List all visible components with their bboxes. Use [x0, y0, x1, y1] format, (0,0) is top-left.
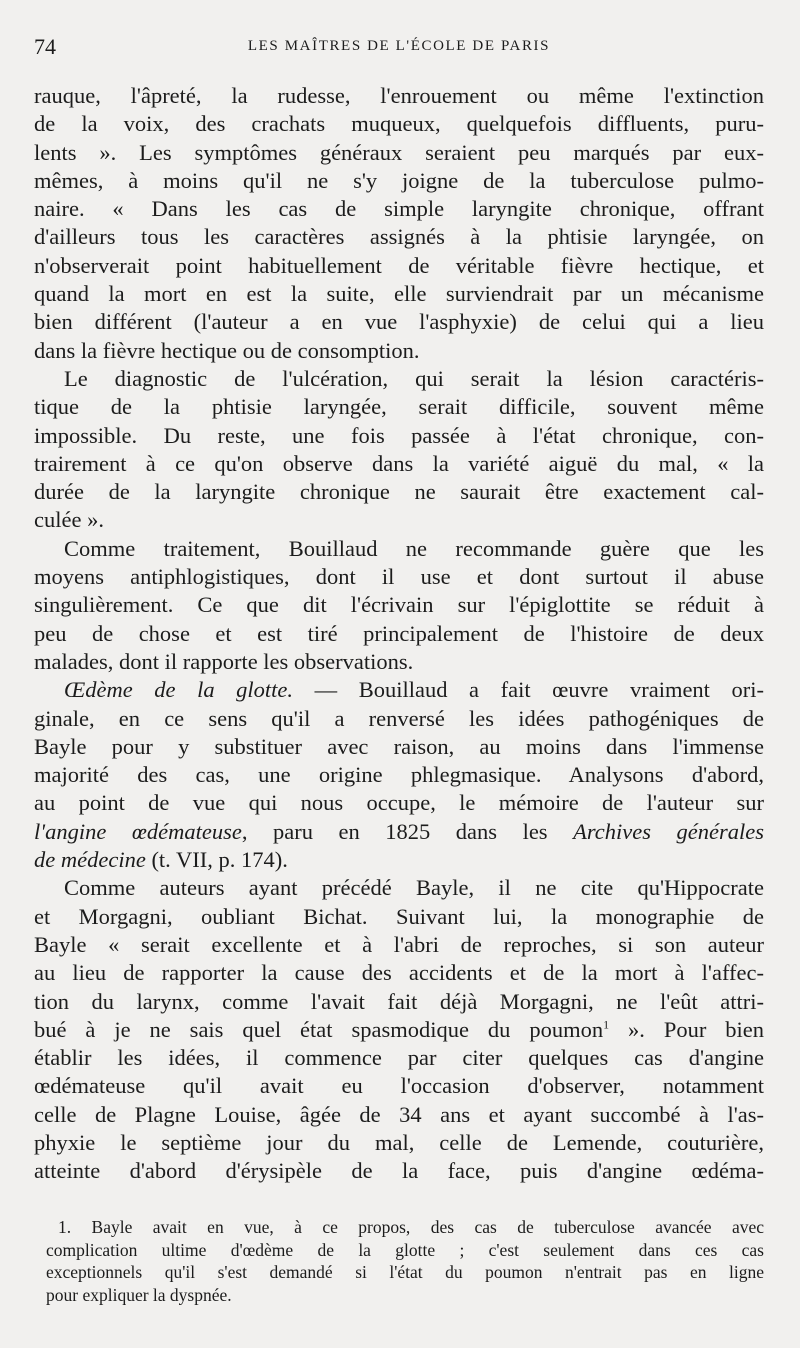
- text-fragment: (t. VII, p. 174).: [151, 847, 288, 873]
- text-line: au point de vue qui nous occupe, le mémoire de l'auteur sur: [34, 790, 764, 816]
- text-line: culée ».: [34, 507, 104, 533]
- text-line: ginale, en ce sens qu'il a renversé les idées pathogéniques de: [34, 705, 764, 731]
- text-line: rauque, l'âpreté, la rudesse, l'enrouement ou même l'extinction: [34, 83, 764, 108]
- text-line: Comme traitement, Bouillaud ne recommande guère que les: [64, 535, 764, 561]
- text-fragment: , paru en 1825 dans les: [241, 818, 548, 844]
- text-line: œdémateuse qu'il avait eu l'occasion d'observer, notamment: [34, 1073, 764, 1099]
- text-line: trairement à ce qu'on observe dans la variété aiguë du mal, « la: [34, 450, 764, 476]
- text-fragment: bué à je ne sais quel état spasmodique du poumon: [34, 1016, 604, 1042]
- text-line: moyens antiphlogistiques, dont il use et dont surtout il abuse: [34, 564, 764, 590]
- text-fragment: ». Pour bien: [628, 1016, 764, 1042]
- running-title: LES MAÎTRES DE L'ÉCOLE DE PARIS: [247, 38, 551, 54]
- text-line: malades, dont il rapporte les observations.: [34, 648, 414, 674]
- page-number: 74: [34, 34, 56, 59]
- text-line: dans la fièvre hectique ou de consomption.: [34, 337, 420, 363]
- text-line: naire. « Dans les cas de simple laryngite chronique, offrant: [34, 196, 764, 222]
- text-line: phyxie le septième jour du mal, celle de Lemende, couturière,: [34, 1129, 764, 1155]
- text-line: [34, 676, 764, 704]
- text-line: Bayle « serait excellente et à l'abri de reproches, si son auteur: [34, 931, 764, 957]
- text-line: singulièrement. Ce que dit l'écrivain sur l'épiglottite se réduit à: [34, 592, 764, 618]
- text-line: Comme auteurs ayant précédé Bayle, il ne cite qu'Hippocrate: [64, 875, 764, 901]
- italic-title: Archives générales: [573, 818, 764, 844]
- text-line: celle de Plagne Louise, âgée de 34 ans et ayant succombé à l'as-: [34, 1101, 764, 1127]
- italic-title: de médecine: [34, 847, 146, 873]
- text-line: au lieu de rapporter la cause des accidents et de la mort à l'affec-: [34, 960, 764, 986]
- text-line: de la voix, des crachats muqueux, quelquefois diffluents, puru-: [34, 111, 764, 137]
- footnote-line: pour expliquer la dyspnée.: [46, 1284, 232, 1305]
- text-line: établir les idées, il commence par citer quelques cas d'angine: [34, 1045, 764, 1071]
- text-line: [34, 818, 764, 846]
- text-line: et Morgagni, oubliant Bichat. Suivant lui, la monographie de: [34, 903, 764, 929]
- text-line: d'ailleurs tous les caractères assignés à la phtisie laryngée, on: [34, 224, 764, 250]
- section-heading: Œdème de la glotte.: [64, 677, 294, 703]
- text-line: atteinte d'abord d'érysipèle de la face, puis d'angine œdéma-: [34, 1158, 764, 1184]
- footnote-line: complication ultime d'œdème de la glotte ; c'est seulement dans ces cas: [46, 1239, 764, 1260]
- page-header: [34, 34, 764, 64]
- footnotes: [46, 1216, 764, 1306]
- text-line: durée de la laryngite chronique ne saurait être exactement cal-: [34, 479, 764, 505]
- text-line: tique de la phtisie laryngée, serait difficile, souvent même: [34, 394, 764, 420]
- footnote-line: 1. Bayle avait en vue, à ce propos, des cas de tuberculose avancée avec: [58, 1217, 764, 1237]
- text-line: n'observerait point habituellement de véritable fièvre hectique, et: [34, 252, 764, 278]
- text-line: quand la mort en est la suite, elle surviendrait par un mécanisme: [34, 281, 764, 307]
- text-line: mêmes, à moins qu'il ne s'y joigne de la tuberculose pulmo-: [34, 167, 764, 193]
- body-text: [34, 82, 764, 1186]
- text-fragment: — Bouillaud a fait œuvre vraiment ori-: [314, 677, 764, 703]
- text-line: lents ». Les symptômes généraux seraient peu marqués par eux-: [34, 139, 764, 165]
- text-line: [34, 846, 764, 874]
- text-line: impossible. Du reste, une fois passée à l'état chronique, con-: [34, 422, 764, 448]
- text-line: bien différent (l'auteur a en vue l'asphyxie) de celui qui a lieu: [34, 309, 764, 335]
- footnote-marker: 1: [603, 1017, 610, 1032]
- text-line: peu de chose et est tiré principalement de l'histoire de deux: [34, 620, 764, 646]
- text-line: [34, 1016, 764, 1044]
- italic-title: l'angine œdémateuse: [34, 818, 242, 844]
- footnote-line: exceptionnels qu'il s'est demandé si l'état du poumon n'entrait pas en ligne: [46, 1262, 764, 1282]
- text-line: tion du larynx, comme l'avait fait déjà Morgagni, ne l'eût attri-: [34, 988, 764, 1014]
- text-line: Le diagnostic de l'ulcération, qui serait la lésion caractéris-: [64, 365, 764, 391]
- text-line: Bayle pour y substituer avec raison, au moins dans l'immense: [34, 733, 764, 759]
- text-line: majorité des cas, une origine phlegmasique. Analysons d'abord,: [34, 762, 764, 788]
